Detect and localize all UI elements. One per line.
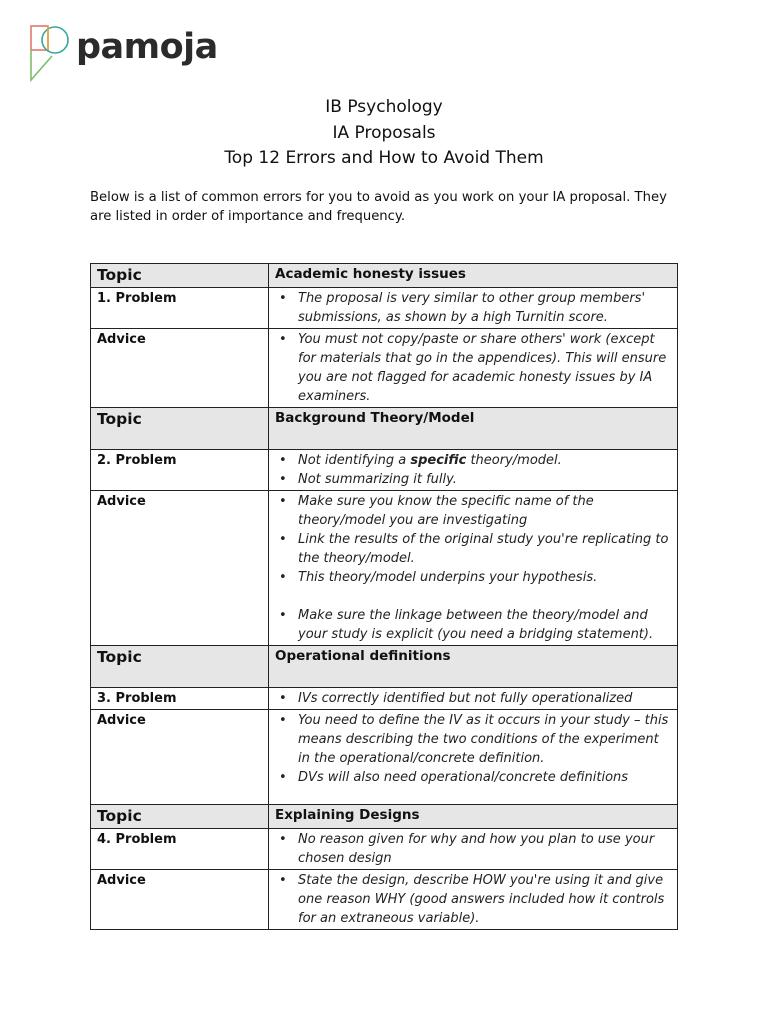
advice-label: Advice (91, 710, 269, 805)
advice-row (91, 491, 678, 646)
advice-label: Advice (91, 870, 269, 930)
advice-row (91, 870, 678, 930)
document-titles (0, 95, 768, 172)
pamoja-logo (28, 16, 218, 84)
problem-row (91, 688, 678, 710)
intro-paragraph: Below is a list of common errors for you to avoid as you work on your IA proposal. They are listed in order of importance and frequency. (90, 190, 667, 224)
advice-label: Advice (91, 491, 269, 646)
problem-label: 4. Problem (91, 829, 269, 870)
pamoja-logo-text: pamoja (76, 27, 218, 67)
advice-cell (269, 710, 678, 805)
problem-row (91, 288, 678, 329)
advice-row (91, 329, 678, 408)
errors-table (90, 263, 678, 930)
advice-row (91, 710, 678, 805)
advice-cell (269, 329, 678, 408)
topic-row (91, 408, 678, 450)
advice-point: • DVs will also need operational/concrete definitions (298, 768, 671, 787)
problem-cell (269, 288, 678, 329)
problem-row (91, 829, 678, 870)
problem-emphasis: specific (410, 453, 467, 468)
topic-title: Academic honesty issues (269, 264, 678, 288)
problem-label: 2. Problem (91, 450, 269, 491)
advice-point: • You must not copy/paste or share others' work (except for materials that go in the appendices). This will ensure you are not flagged for academic honesty issues by IA examiners. (298, 330, 671, 406)
problem-label: 1. Problem (91, 288, 269, 329)
problem-point: • The proposal is very similar to other group members' submissions, as shown by a high Turnitin score. (298, 289, 671, 327)
topic-row (91, 805, 678, 829)
title-main: Top 12 Errors and How to Avoid Them (224, 148, 544, 168)
title-course: IB Psychology (325, 97, 443, 117)
topic-row (91, 646, 678, 688)
pamoja-logo-mark-icon (28, 16, 72, 84)
topic-title: Explaining Designs (269, 805, 678, 829)
problem-text: theory/model. (470, 453, 562, 468)
topic-label: Topic (91, 646, 269, 688)
problem-point (298, 451, 671, 470)
advice-label: Advice (91, 329, 269, 408)
advice-point: • State the design, describe HOW you're using it and give one reason WHY (good answers included how it controls for an extraneous variable). (298, 871, 671, 928)
title-subject: IA Proposals (332, 122, 436, 143)
advice-point: • Make sure the linkage between the theory/model and your study is explicit (you need a bridging statement). (298, 606, 671, 644)
topic-label: Topic (91, 408, 269, 450)
topic-label: Topic (91, 805, 269, 829)
problem-point: • Not summarizing it fully. (298, 470, 671, 489)
advice-point: • This theory/model underpins your hypothesis. (298, 568, 671, 587)
problem-label: 3. Problem (91, 688, 269, 710)
problem-point: • IVs correctly identified but not fully operationalized (298, 689, 671, 708)
problem-row (91, 450, 678, 491)
advice-point: • You need to define the IV as it occurs in your study – this means describing the two conditions of the experiment in the operational/concrete definition. (298, 711, 671, 768)
problem-cell (269, 829, 678, 870)
topic-label: Topic (91, 264, 269, 288)
advice-point: • Make sure you know the specific name of the theory/model you are investigating (298, 492, 671, 530)
problem-text: Not identifying a (298, 453, 407, 468)
topic-row (91, 264, 678, 288)
advice-cell (269, 870, 678, 930)
topic-title: Background Theory/Model (269, 408, 678, 450)
problem-cell (269, 688, 678, 710)
problem-cell (269, 450, 678, 491)
advice-cell (269, 491, 678, 646)
advice-point: • Link the results of the original study you're replicating to the theory/model. (298, 530, 671, 568)
problem-point: • No reason given for why and how you plan to use your chosen design (298, 830, 671, 868)
topic-title: Operational definitions (269, 646, 678, 688)
